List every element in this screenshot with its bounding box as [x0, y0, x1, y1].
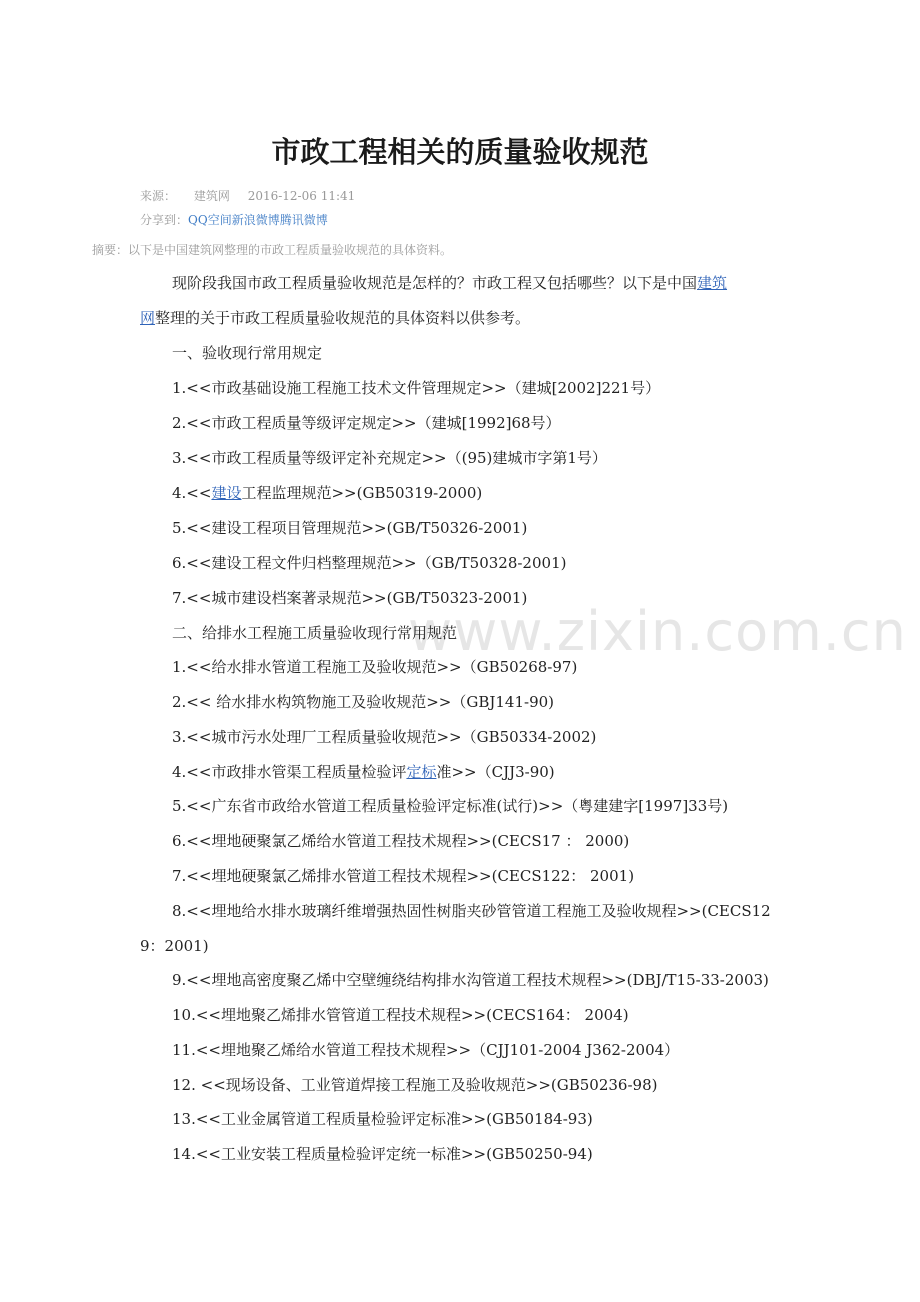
list-item: 2.<<市政工程质量等级评定规定>>（建城[1992]68号） — [172, 414, 561, 432]
source-label: 来源： — [140, 189, 177, 203]
list-item: 11.<<埋地聚乙烯给水管道工程技术规程>>（CJJ101-2004 J362-2004） — [172, 1041, 680, 1059]
page-title: 市政工程相关的质量验收规范 — [271, 135, 649, 169]
list-item: 1.<<市政基础设施工程施工技术文件管理规定>>（建城[2002]221号） — [172, 379, 661, 397]
jianshe-link[interactable]: 建设 — [211, 484, 242, 502]
list-item: 7.<<城市建设档案著录规范>>(GB/T50323-2001) — [172, 589, 528, 607]
share-qzone-link[interactable]: QQ空间 — [188, 213, 232, 227]
share-label: 分享到： — [140, 213, 189, 227]
source-value: 建筑网 — [193, 189, 230, 203]
section-2-heading: 二、给排水工程施工质量验收现行常用规范 — [172, 624, 458, 642]
list-item: 6.<<埋地硬聚氯乙烯给水管道工程技术规程>>(CECS17 ： 2000) — [172, 832, 630, 850]
list-item-continuation: 9：2001) — [140, 937, 209, 955]
jianzhu-link[interactable]: 建筑 — [697, 274, 728, 292]
intro-text-2: 整理的关于市政工程质量验收规范的具体资料以供参考。 — [155, 309, 531, 327]
source-line — [140, 187, 355, 204]
list-item: 1.<<给水排水管道工程施工及验收规范>>（GB50268-97) — [172, 658, 578, 676]
list-item: 9.<<埋地高密度聚乙烯中空壁缠绕结构排水沟管道工程技术规程>>(DBJ/T15-33-2003) — [172, 971, 769, 989]
list-item-suffix: 工程监理规范>>(GB50319-2000) — [241, 484, 483, 502]
list-item: 12. <<现场设备、工业管道焊接工程施工及验收规范>>(GB50236-98) — [172, 1076, 658, 1094]
section-1-heading: 一、验收现行常用规定 — [172, 344, 323, 362]
list-item: 3.<<市政工程质量等级评定补充规定>>（(95)建城市字第1号） — [172, 449, 607, 467]
list-item — [172, 482, 482, 503]
watermark: www.zixin.com.cn — [408, 600, 907, 663]
abstract: 摘要：以下是中国建筑网整理的市政工程质量验收规范的具体资料。 — [92, 243, 453, 257]
dingbiao-link[interactable]: 定标 — [406, 763, 437, 781]
share-sina-weibo-link[interactable]: 新浪微博 — [231, 213, 280, 227]
intro-text: 现阶段我国市政工程质量验收规范是怎样的？市政工程又包括哪些？以下是中国 — [172, 274, 698, 292]
share-line — [140, 211, 328, 228]
share-tencent-weibo-link[interactable]: 腾讯微博 — [279, 213, 328, 227]
list-item — [172, 761, 555, 782]
intro-line-2 — [140, 307, 530, 328]
list-item-prefix: 4.<< — [172, 484, 212, 502]
intro-line-1 — [172, 272, 727, 293]
list-item: 5.<<广东省市政给水管道工程质量检验评定标准(试行)>>（粤建建字[1997]33号) — [172, 797, 729, 815]
list-item: 2.<< 给水排水构筑物施工及验收规范>>（GBJ141-90) — [172, 693, 555, 711]
wang-link[interactable]: 网 — [140, 309, 156, 327]
list-item: 13.<<工业金属管道工程质量检验评定标准>>(GB50184-93) — [172, 1110, 593, 1128]
publish-datetime: 2016-12-06 11:41 — [247, 189, 356, 203]
list-item: 14.<<工业安装工程质量检验评定统一标准>>(GB50250-94) — [172, 1145, 593, 1163]
list-item-suffix: 准>>（CJJ3-90) — [436, 763, 555, 781]
list-item: 5.<<建设工程项目管理规范>>(GB/T50326-2001) — [172, 519, 528, 537]
list-item: 3.<<城市污水处理厂工程质量验收规范>>（GB50334-2002) — [172, 728, 597, 746]
list-item: 8.<<埋地给水排水玻璃纤维增强热固性树脂夹砂管管道工程施工及验收规程>>(CECS12 — [172, 902, 771, 920]
list-item: 6.<<建设工程文件归档整理规范>>（GB/T50328-2001) — [172, 554, 567, 572]
list-item: 7.<<埋地硬聚氯乙烯排水管道工程技术规程>>(CECS122： 2001) — [172, 867, 635, 885]
list-item: 10.<<埋地聚乙烯排水管管道工程技术规程>>(CECS164： 2004) — [172, 1006, 629, 1024]
list-item-prefix: 4.<<市政排水管渠工程质量检验评 — [172, 763, 407, 781]
